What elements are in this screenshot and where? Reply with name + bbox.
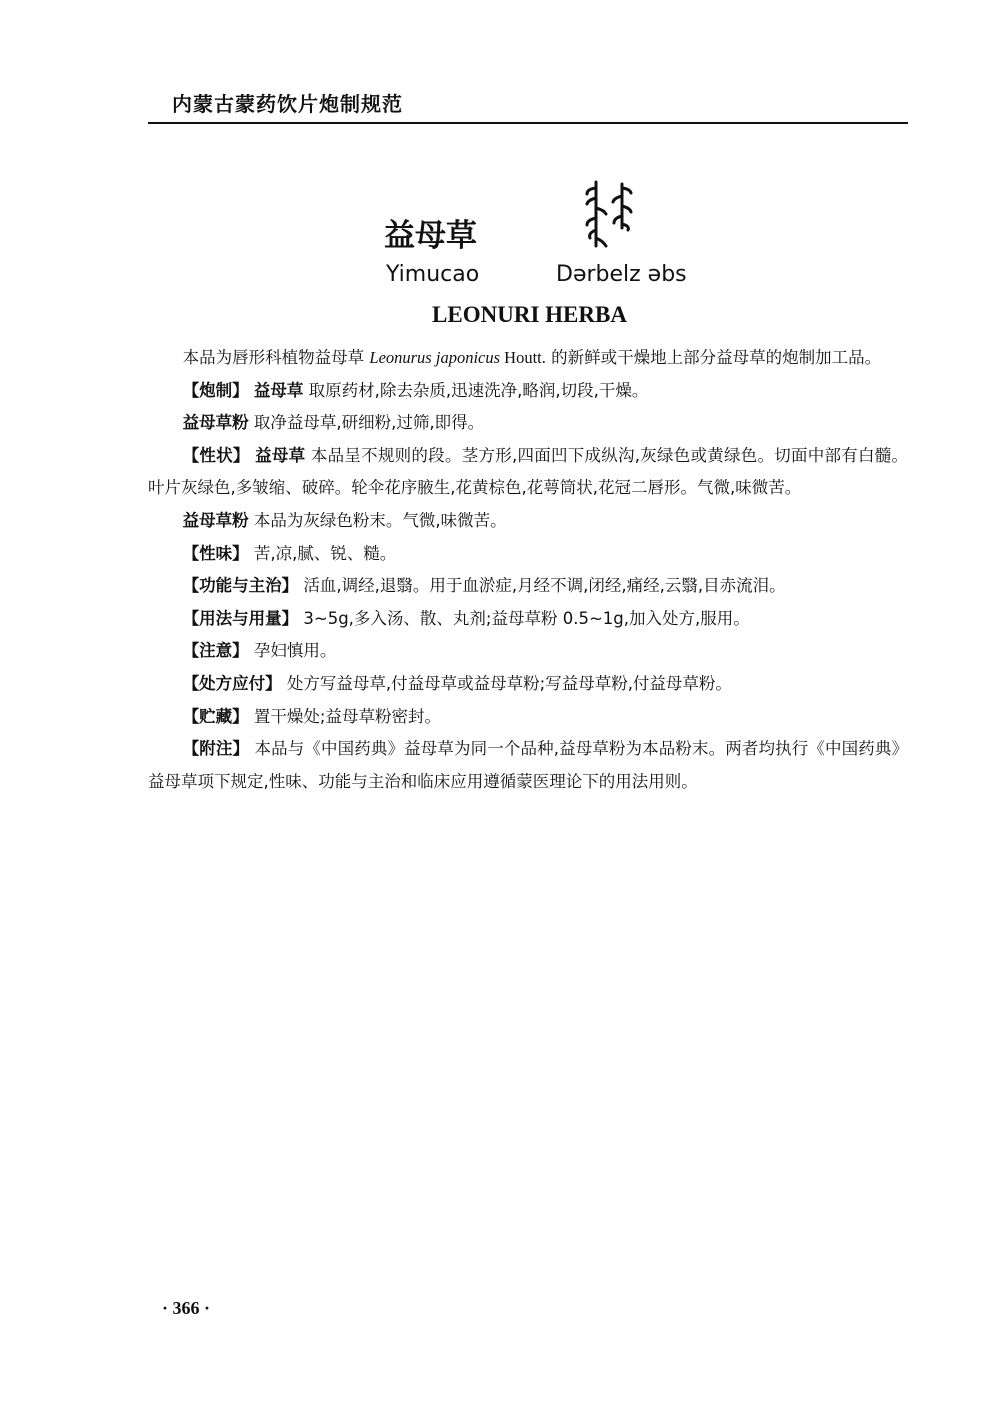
title-mongolian-latin: Dərbelz əbs [556,262,687,287]
processing-powder-paragraph: 益母草粉 取净益母草,研细粉,过筛,即得。 [182,413,485,433]
intro-paragraph: 本品为唇形科植物益母草 Leonurus japonicus Houtt. 的新鲜或干燥地上部分益母草的炮制加工品。 [182,348,882,367]
running-header: 内蒙古蒙药饮片炮制规范 [172,92,403,116]
title-pinyin: Yimucao [386,262,480,287]
character-powder-paragraph: 益母草粉 本品为灰绿色粉末。气微,味微苦。 [182,510,507,530]
section-label-character: 【性状】 [182,445,250,465]
page-number: · 366 · [162,1298,211,1318]
section-label-prescription: 【处方应付】 [182,673,282,693]
mongolian-script-icon [580,178,640,252]
section-label-usage: 【用法与用量】 [182,608,299,628]
title-latin: LEONURI HERBA [432,302,627,327]
section-label-storage: 【贮藏】 [182,706,249,726]
title-chinese: 益母草 [384,218,477,254]
caution-paragraph: 【注意】 孕妇慎用。 [182,641,337,661]
species-name: Leonurus japonicus [369,348,501,367]
section-label-note: 【附注】 [182,739,250,759]
usage-paragraph: 【用法与用量】 3~5g,多入汤、散、丸剂;益母草粉 0.5~1g,加入处方,服用。 [182,608,750,628]
processing-paragraph: 【炮制】 益母草 取原药材,除去杂质,迅速洗净,略润,切段,干燥。 [182,380,649,400]
note-paragraph: 【附注】 本品与《中国药典》益母草为同一个品种,益母草粉为本品粉末。两者均执行《中国药典》益母草项下规定,性味、功能与主治和临床应用遵循蒙医理论下的用法用则。 [148,739,909,791]
section-label-function: 【功能与主治】 [182,576,299,596]
species-author: Houtt. [500,348,546,367]
section-label-processing: 【炮制】 [182,380,249,400]
prescription-paragraph: 【处方应付】 处方写益母草,付益母草或益母草粉;写益母草粉,付益母草粉。 [182,673,732,693]
header-rule [148,122,908,124]
function-paragraph: 【功能与主治】 活血,调经,退翳。用于血淤症,月经不调,闭经,痛经,云翳,目赤流泪。 [182,576,786,596]
character-paragraph: 【性状】 益母草 本品呈不规则的段。茎方形,四面凹下成纵沟,灰绿色或黄绿色。切面中部有白髓。叶片灰绿色,多皱缩、破碎。轮伞花序腋生,花黄棕色,花萼筒状,花冠二唇形。气微,味微苦。 [148,445,908,498]
storage-paragraph: 【贮藏】 置干燥处;益母草粉密封。 [182,706,441,726]
taste-paragraph: 【性味】 苦,凉,腻、锐、糙。 [182,543,397,563]
section-label-taste: 【性味】 [182,543,249,563]
section-label-caution: 【注意】 [182,641,249,661]
monograph-body [148,342,908,798]
